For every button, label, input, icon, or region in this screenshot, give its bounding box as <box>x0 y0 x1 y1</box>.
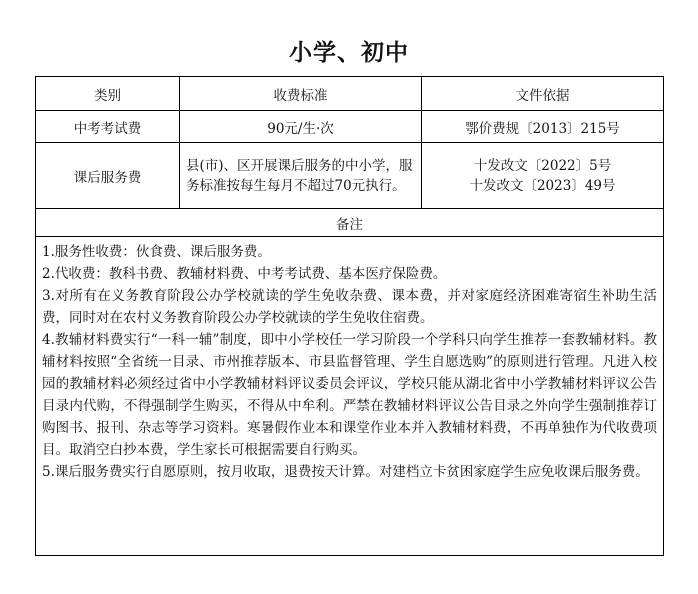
page-title: 小学、初中 <box>289 40 409 66</box>
note-item: 3.对所有在义务教育阶段公办学校就读的学生免收杂费、课本费，并对家庭经济困难寄宿生补助生活费，同时对在农村义务教育阶段公办学校就读的学生免收住宿费。 <box>42 288 657 326</box>
header-standard: 收费标准 <box>180 77 422 110</box>
basis-line: 十发改文〔2023〕49号 <box>469 177 616 194</box>
notes-header-row <box>36 209 663 237</box>
row-category: 课后服务费 <box>36 143 180 208</box>
table-row <box>36 111 663 143</box>
fee-table <box>35 76 664 556</box>
basis-line: 十发改文〔2022〕5号 <box>473 157 612 174</box>
row-standard: 90元/生·次 <box>180 111 422 142</box>
notes-heading: 备注 <box>336 216 363 233</box>
header-basis: 文件依据 <box>515 87 570 104</box>
note-item: 2.代收费：教科书费、教辅材料费、中考考试费、基本医疗保险费。 <box>42 266 447 282</box>
note-item: 5.课后服务费实行自愿原则，按月收取，退费按天计算。对建档立卡贫困家庭学生应免收课后服务费。 <box>42 464 649 480</box>
row-category: 中考考试费 <box>36 111 180 142</box>
table-row <box>36 143 663 209</box>
row-standard: 县(市)、区开展课后服务的中小学，服务标准按每生每月不超过70元执行。 <box>180 143 422 208</box>
table-header-row <box>36 77 663 111</box>
notes-body <box>36 237 663 555</box>
note-item: 1.服务性收费：伙食费、课后服务费。 <box>42 244 271 260</box>
note-item: 4.教辅材料费实行“一科一辅”制度，即中小学校任一学习阶段一个学科只向学生推荐一套教辅材料。教辅材料按照“全省统一目录、市州推荐版本、市县监督管理、学生自愿选购”的原则进行管理。凡进入校园的教辅材料必须经过省中小学教辅材料评议委员会评议，学校只能从湖北省中小学教辅材料评议公告目录内代购，不得强制学生购买，不得从中牟利。严禁在教辅材料评议公告目录之外向学生强制推荐订购图书、报刊、杂志等学习资料。寒暑假作业本和课堂作业本并入教辅材料费，不再单独作为代收费项目。取消空白抄本费，学生家长可根据需要自行购买。 <box>42 332 657 458</box>
row-basis <box>422 143 663 208</box>
header-category: 类别 <box>36 77 180 110</box>
row-basis: 鄂价费规〔2013〕215号 <box>465 120 620 137</box>
